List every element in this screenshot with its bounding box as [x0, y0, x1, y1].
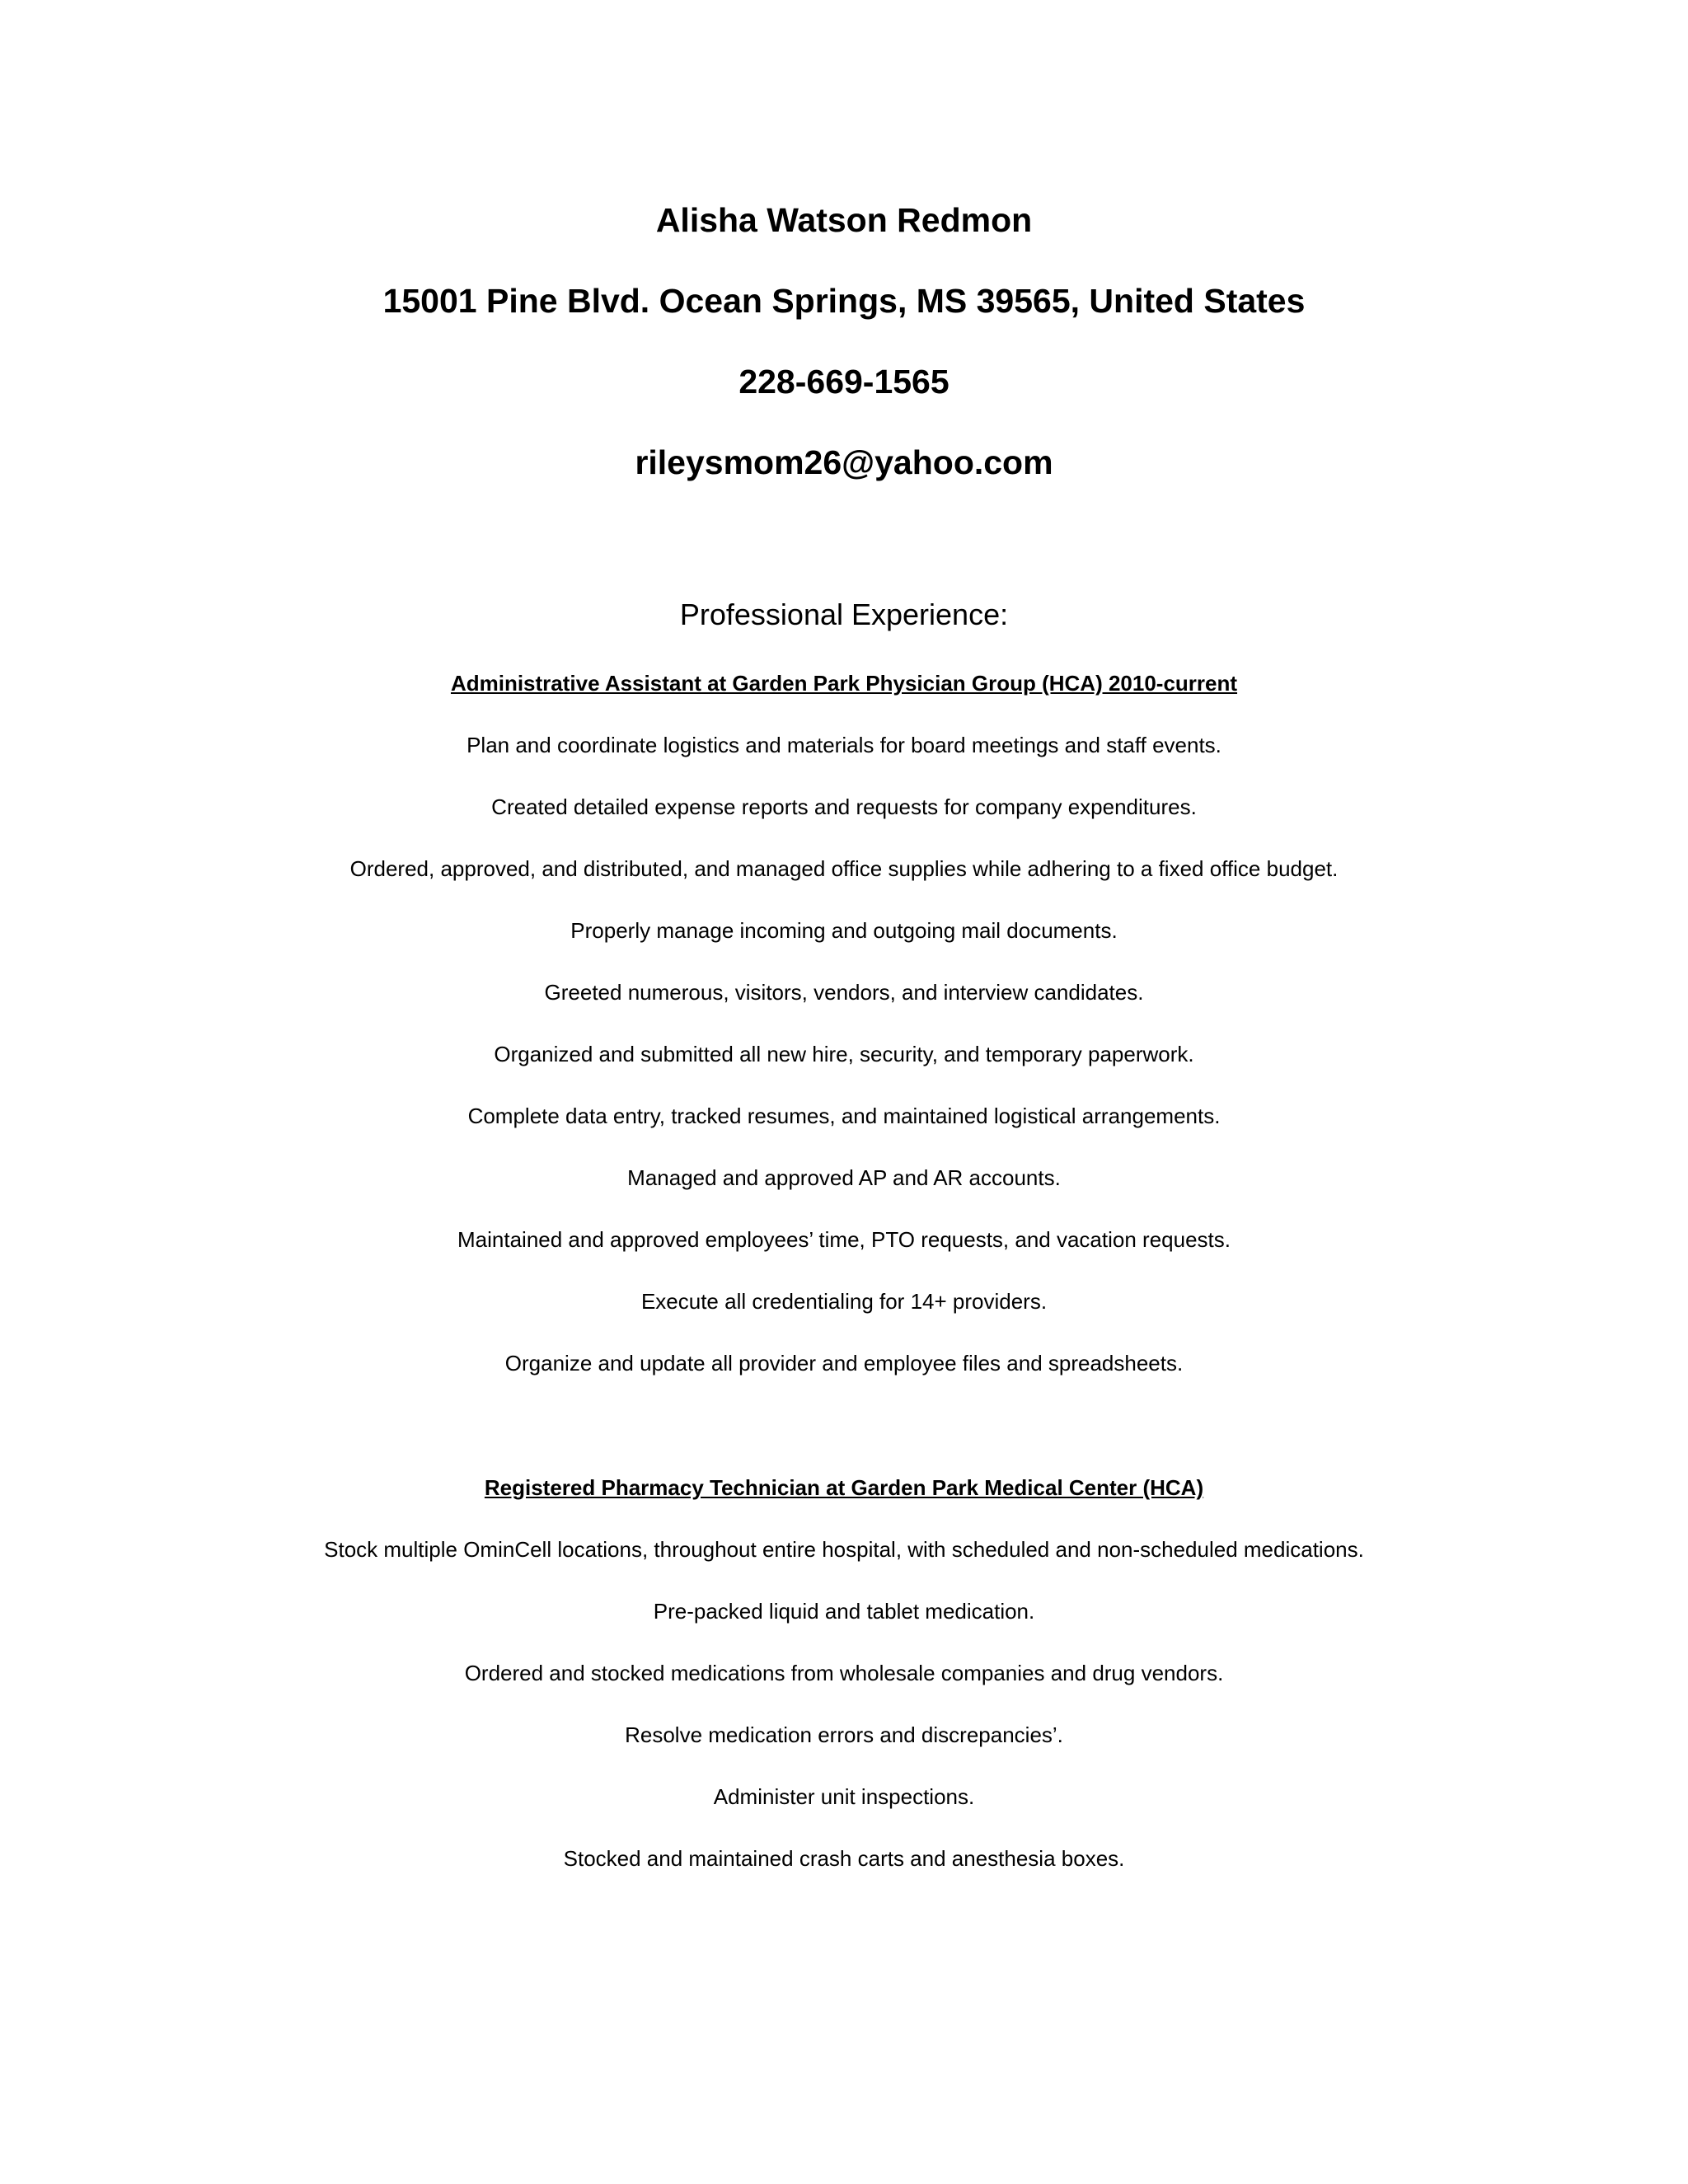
job-2-duty: Administer unit inspections. — [713, 1784, 975, 1809]
applicant-phone: 228-669-1565 — [738, 363, 950, 401]
job-title-1: Administrative Assistant at Garden Park Physician Group (HCA) 2010-current — [450, 671, 1238, 696]
job-1-duty: Managed and approved AP and AR accounts. — [627, 1165, 1061, 1190]
section-title-experience: Professional Experience: — [679, 598, 1009, 631]
job-1-duty: Maintained and approved employees’ time, PTO requests, and vacation requests. — [457, 1227, 1231, 1252]
job-1-duty: Plan and coordinate logistics and materials for board meetings and staff events. — [467, 733, 1221, 757]
applicant-name: Alisha Watson Redmon — [655, 201, 1033, 239]
job-1-duty: Organized and submitted all new hire, security, and temporary paperwork. — [494, 1042, 1194, 1066]
job-2-duty: Stock multiple OminCell locations, throughout entire hospital, with scheduled and non-scheduled medications. — [324, 1537, 1364, 1562]
job-1-duty: Execute all credentialing for 14+ providers. — [640, 1289, 1048, 1314]
job-2-duty: Ordered and stocked medications from wholesale companies and drug vendors. — [464, 1661, 1224, 1685]
applicant-address: 15001 Pine Blvd. Ocean Springs, MS 39565, United States — [382, 282, 1306, 320]
job-1-duty: Ordered, approved, and distributed, and managed office supplies while adhering to a fixed office budget. — [349, 856, 1339, 881]
job-1-duty: Complete data entry, tracked resumes, and maintained logistical arrangements. — [467, 1104, 1221, 1128]
job-1-duty: Organize and update all provider and employee files and spreadsheets. — [504, 1351, 1184, 1376]
job-2-duty: Stocked and maintained crash carts and anesthesia boxes. — [563, 1846, 1125, 1871]
job-1-duty: Properly manage incoming and outgoing mail documents. — [570, 918, 1118, 943]
job-title-2: Registered Pharmacy Technician at Garden Park Medical Center (HCA) — [484, 1475, 1204, 1500]
job-1-duty: Greeted numerous, visitors, vendors, and interview candidates. — [544, 980, 1144, 1005]
job-1-duty: Created detailed expense reports and requests for company expenditures. — [491, 794, 1197, 819]
job-2-duty: Pre-packed liquid and tablet medication. — [653, 1599, 1035, 1624]
applicant-email: rileysmom26@yahoo.com — [635, 443, 1053, 481]
job-2-duty: Resolve medication errors and discrepancies’. — [625, 1722, 1063, 1747]
